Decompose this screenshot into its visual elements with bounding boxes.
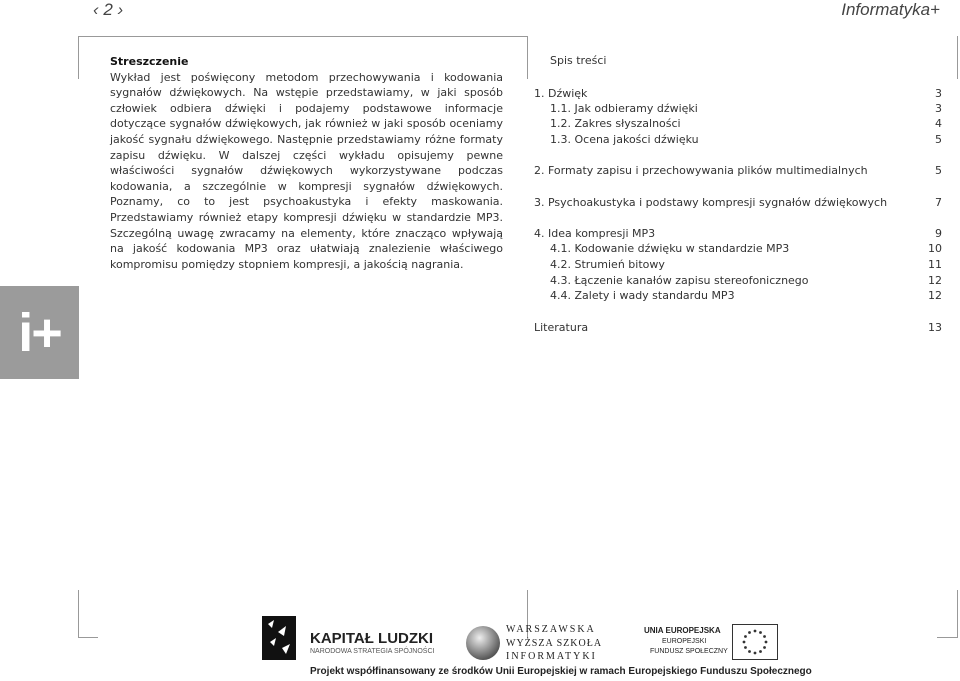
toc-entry-label: 1. Dźwięk bbox=[534, 87, 588, 100]
toc-title: Spis treści bbox=[550, 54, 607, 67]
toc-entry-page: 5 bbox=[935, 164, 942, 177]
toc-entry-page: 13 bbox=[928, 321, 942, 334]
eu-star-icon bbox=[763, 646, 766, 649]
abstract-body: Wykład jest poświęcony metodom przechowywania i kodowania sygnałów dźwiękowych. Na wstępie przedstawiamy, w jaki sposób człowiek odbiera dźwięki i podajemy podstawowe informacje dotyczące sygnałów dźwiękowych, jak również w jaki sposób oceniamy jakość sygnału dźwiękowego. Następnie przedstawiamy różne formaty zapisu dźwięku. W dalszej części wykładu opisujemy pewne właściwości sygnałów dźwiękowych wykorzystywane podczas kodowania, a szczególnie w kompresji sygnałów dźwiękowych. Poznamy, co to jest psychoakustyka i efekty maskowania. Przedstawiamy również etapy kompresji dźwięku w standardzie MP3. Szczególną uwagę zwracamy na elementy, które znacząco wpływają na jakość kodowania MP3 oraz ułatwiają znalezienie właściwego kompromisu pomiędzy stopniem kompresji, a jakością nagrania. bbox=[110, 70, 503, 271]
toc-entry bbox=[534, 227, 942, 242]
toc-entry-page: 3 bbox=[935, 87, 942, 100]
kapital-ludzki-logo bbox=[260, 614, 440, 662]
project-funding-note: Projekt współfinansowany ze środków Unii Europejskiej w ramach Europejskiego Funduszu Społecznego bbox=[310, 666, 812, 677]
toc-entry bbox=[534, 117, 942, 132]
crop-mark bbox=[937, 637, 957, 638]
kapital-ludzki-title: KAPITAŁ LUDZKI bbox=[310, 630, 434, 647]
eu-star-icon bbox=[744, 646, 747, 649]
toc-entry-page: 3 bbox=[935, 102, 942, 115]
page-number: ‹ 2 › bbox=[93, 0, 124, 19]
kapital-ludzki-emblem-icon bbox=[260, 614, 300, 662]
crop-mark bbox=[78, 36, 79, 79]
eu-logo bbox=[640, 622, 780, 662]
toc-entry-label: 4.2. Strumień bitowy bbox=[550, 258, 665, 271]
toc-entry-page: 11 bbox=[928, 258, 942, 271]
toc-entry bbox=[534, 164, 942, 179]
eu-star-icon bbox=[748, 650, 751, 653]
abstract-heading: Streszczenie bbox=[110, 55, 189, 68]
iplus-logo-tab: i+ bbox=[0, 286, 79, 379]
toc-entry-page: 12 bbox=[928, 274, 942, 287]
crop-mark bbox=[957, 36, 958, 79]
crop-mark bbox=[78, 637, 98, 638]
eu-name-line2: EUROPEJSKI bbox=[662, 638, 707, 645]
toc-entry-page: 9 bbox=[935, 227, 942, 240]
toc-entry-label: Literatura bbox=[534, 321, 589, 334]
toc-entry-page: 5 bbox=[935, 133, 942, 146]
school-sphere-icon bbox=[464, 624, 502, 662]
toc-entry bbox=[534, 242, 942, 257]
eu-name-line3: FUNDUSZ SPOŁECZNY bbox=[650, 648, 728, 655]
crop-mark bbox=[527, 36, 528, 79]
eu-star-icon bbox=[748, 631, 751, 634]
toc-entry bbox=[534, 133, 942, 148]
eu-flag-icon bbox=[732, 624, 778, 660]
series-brand: Informatyka+ bbox=[841, 0, 940, 19]
eu-star-icon bbox=[759, 631, 762, 634]
toc-entry-label: 4.3. Łączenie kanałów zapisu stereofonicznego bbox=[550, 274, 809, 287]
crop-mark bbox=[957, 590, 958, 638]
toc-entry-label: 4.1. Kodowanie dźwięku w standardzie MP3 bbox=[550, 242, 790, 255]
toc-entry-page: 4 bbox=[935, 117, 942, 130]
toc-entry-page: 10 bbox=[928, 242, 942, 255]
crop-mark bbox=[78, 36, 528, 37]
toc-entry bbox=[534, 321, 942, 336]
toc-entry-label: 4.4. Zalety i wady standardu MP3 bbox=[550, 289, 735, 302]
toc-entry bbox=[534, 87, 942, 102]
eu-star-icon bbox=[759, 650, 762, 653]
eu-star-icon bbox=[743, 641, 746, 644]
toc-entry-label: 1.3. Ocena jakości dźwięku bbox=[550, 133, 699, 146]
toc-entry-label: 4. Idea kompresji MP3 bbox=[534, 227, 656, 240]
toc-entry-label: 3. Psychoakustyka i podstawy kompresji sygnałów dźwiękowych bbox=[534, 196, 888, 209]
toc-entry bbox=[534, 258, 942, 273]
toc-entry bbox=[534, 274, 942, 289]
school-name-line2: WYŻSZA SZKOŁA bbox=[506, 638, 603, 649]
eu-star-icon bbox=[765, 641, 768, 644]
eu-name-line1: UNIA EUROPEJSKA bbox=[644, 626, 721, 635]
abstract-section bbox=[110, 54, 503, 272]
toc-entry-label: 2. Formaty zapisu i przechowywania plików multimedialnych bbox=[534, 164, 868, 177]
toc-entry bbox=[534, 289, 942, 304]
toc-entry-label: 1.2. Zakres słyszalności bbox=[550, 117, 681, 130]
school-name-line1: WARSZAWSKA bbox=[506, 624, 596, 635]
toc-entry bbox=[534, 102, 942, 117]
crop-mark bbox=[78, 590, 79, 638]
toc-entry-page: 12 bbox=[928, 289, 942, 302]
toc-entry-page: 7 bbox=[935, 196, 942, 209]
school-logo bbox=[464, 620, 604, 664]
eu-star-icon bbox=[744, 635, 747, 638]
eu-star-icon bbox=[754, 630, 757, 633]
eu-star-icon bbox=[763, 635, 766, 638]
eu-star-icon bbox=[754, 652, 757, 655]
kapital-ludzki-subtitle: NARODOWA STRATEGIA SPÓJNOŚCI bbox=[310, 648, 435, 655]
toc-entry bbox=[534, 196, 942, 211]
toc-entry-label: 1.1. Jak odbieramy dźwięki bbox=[550, 102, 698, 115]
school-name-line3: INFORMATYKI bbox=[506, 651, 597, 662]
